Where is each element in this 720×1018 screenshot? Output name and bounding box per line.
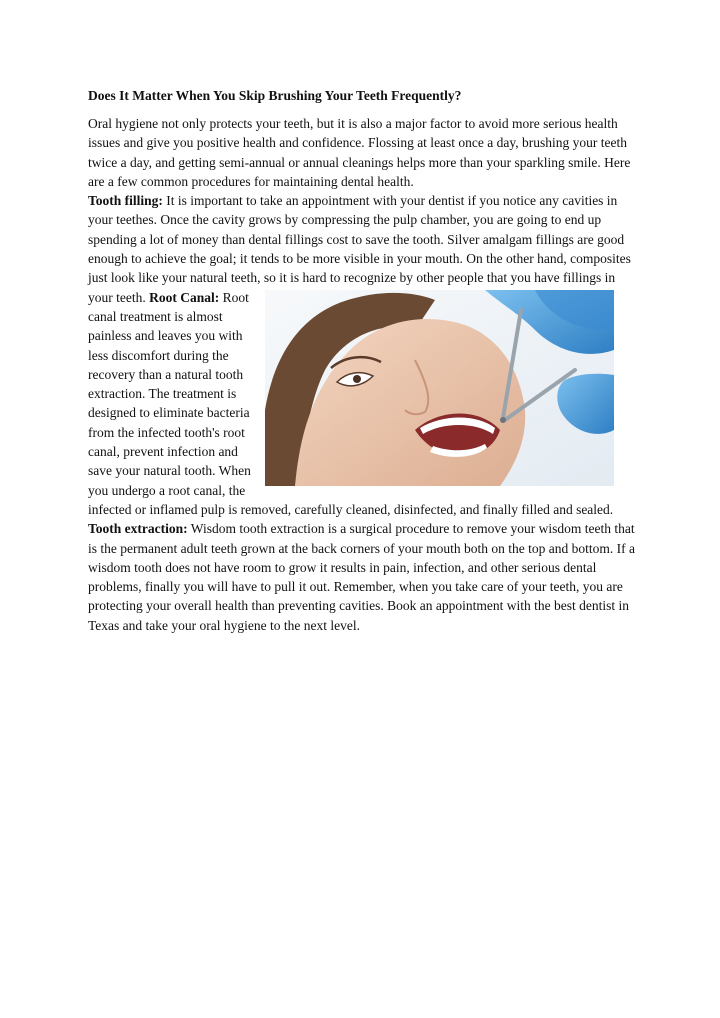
article [88, 86, 636, 635]
root-canal-text: Root canal treatment is almost painless and leaves you with less discomfort during the recovery than a natural tooth extraction. The treatment is designed to eliminate bacteria from the infected tooth's root canal, prevent infection and save your natural tooth. When you undergo a root canal, the infected or inflamed pulp is removed, carefully cleaned, disinfected, and finally filled and sealed. [88, 289, 614, 517]
article-intro: Oral hygiene not only protects your teeth, but it is also a major factor to avoid more serious health issues and give you positive health and confidence. Flossing at least once a day, brushing your teeth twice a day, and getting semi-annual or annual cleanings helps more than your sparkling smile. Here are a few common procedures for maintaining dental health. [88, 116, 631, 189]
root-canal-heading: Root Canal: [149, 289, 220, 305]
dental-photo-illustration [265, 290, 614, 486]
tooth-extraction-text: Wisdom tooth extraction is a surgical procedure to remove your wisdom teeth that is the permanent adult teeth grown at the back corners of your mouth both on the top and bottom. If a wisdom tooth does not have room to grow it results in pain, infection, and other serious dental problems, finally you will have to pull it out. Remember, when you take care of your teeth, you are protecting your overall health than preventing cavities. Book an appointment with the best dentist in Texas and take your oral hygiene to the next level. [88, 521, 635, 633]
article-title: Does It Matter When You Skip Brushing Your Teeth Frequently? [88, 88, 462, 103]
tooth-filling-text: It is important to take an appointment with your dentist if you notice any cavities in your teethes. Once the cavity grows by compressing the pulp chamber, you are going to end up spending a lot of money than dental fillings cost to save the tooth. Silver amalgam fillings are good enough to achieve the goal; it tends to be more visible in your mouth. On the other hand, composites just look like your natural teeth, so it is hard to recognize by other people that you have fillings in your teeth. [88, 193, 631, 305]
tooth-filling-heading: Tooth filling: [88, 193, 163, 209]
article-body [88, 191, 636, 635]
dental-photo [265, 290, 614, 486]
tooth-extraction-heading: Tooth extraction: [88, 521, 188, 537]
